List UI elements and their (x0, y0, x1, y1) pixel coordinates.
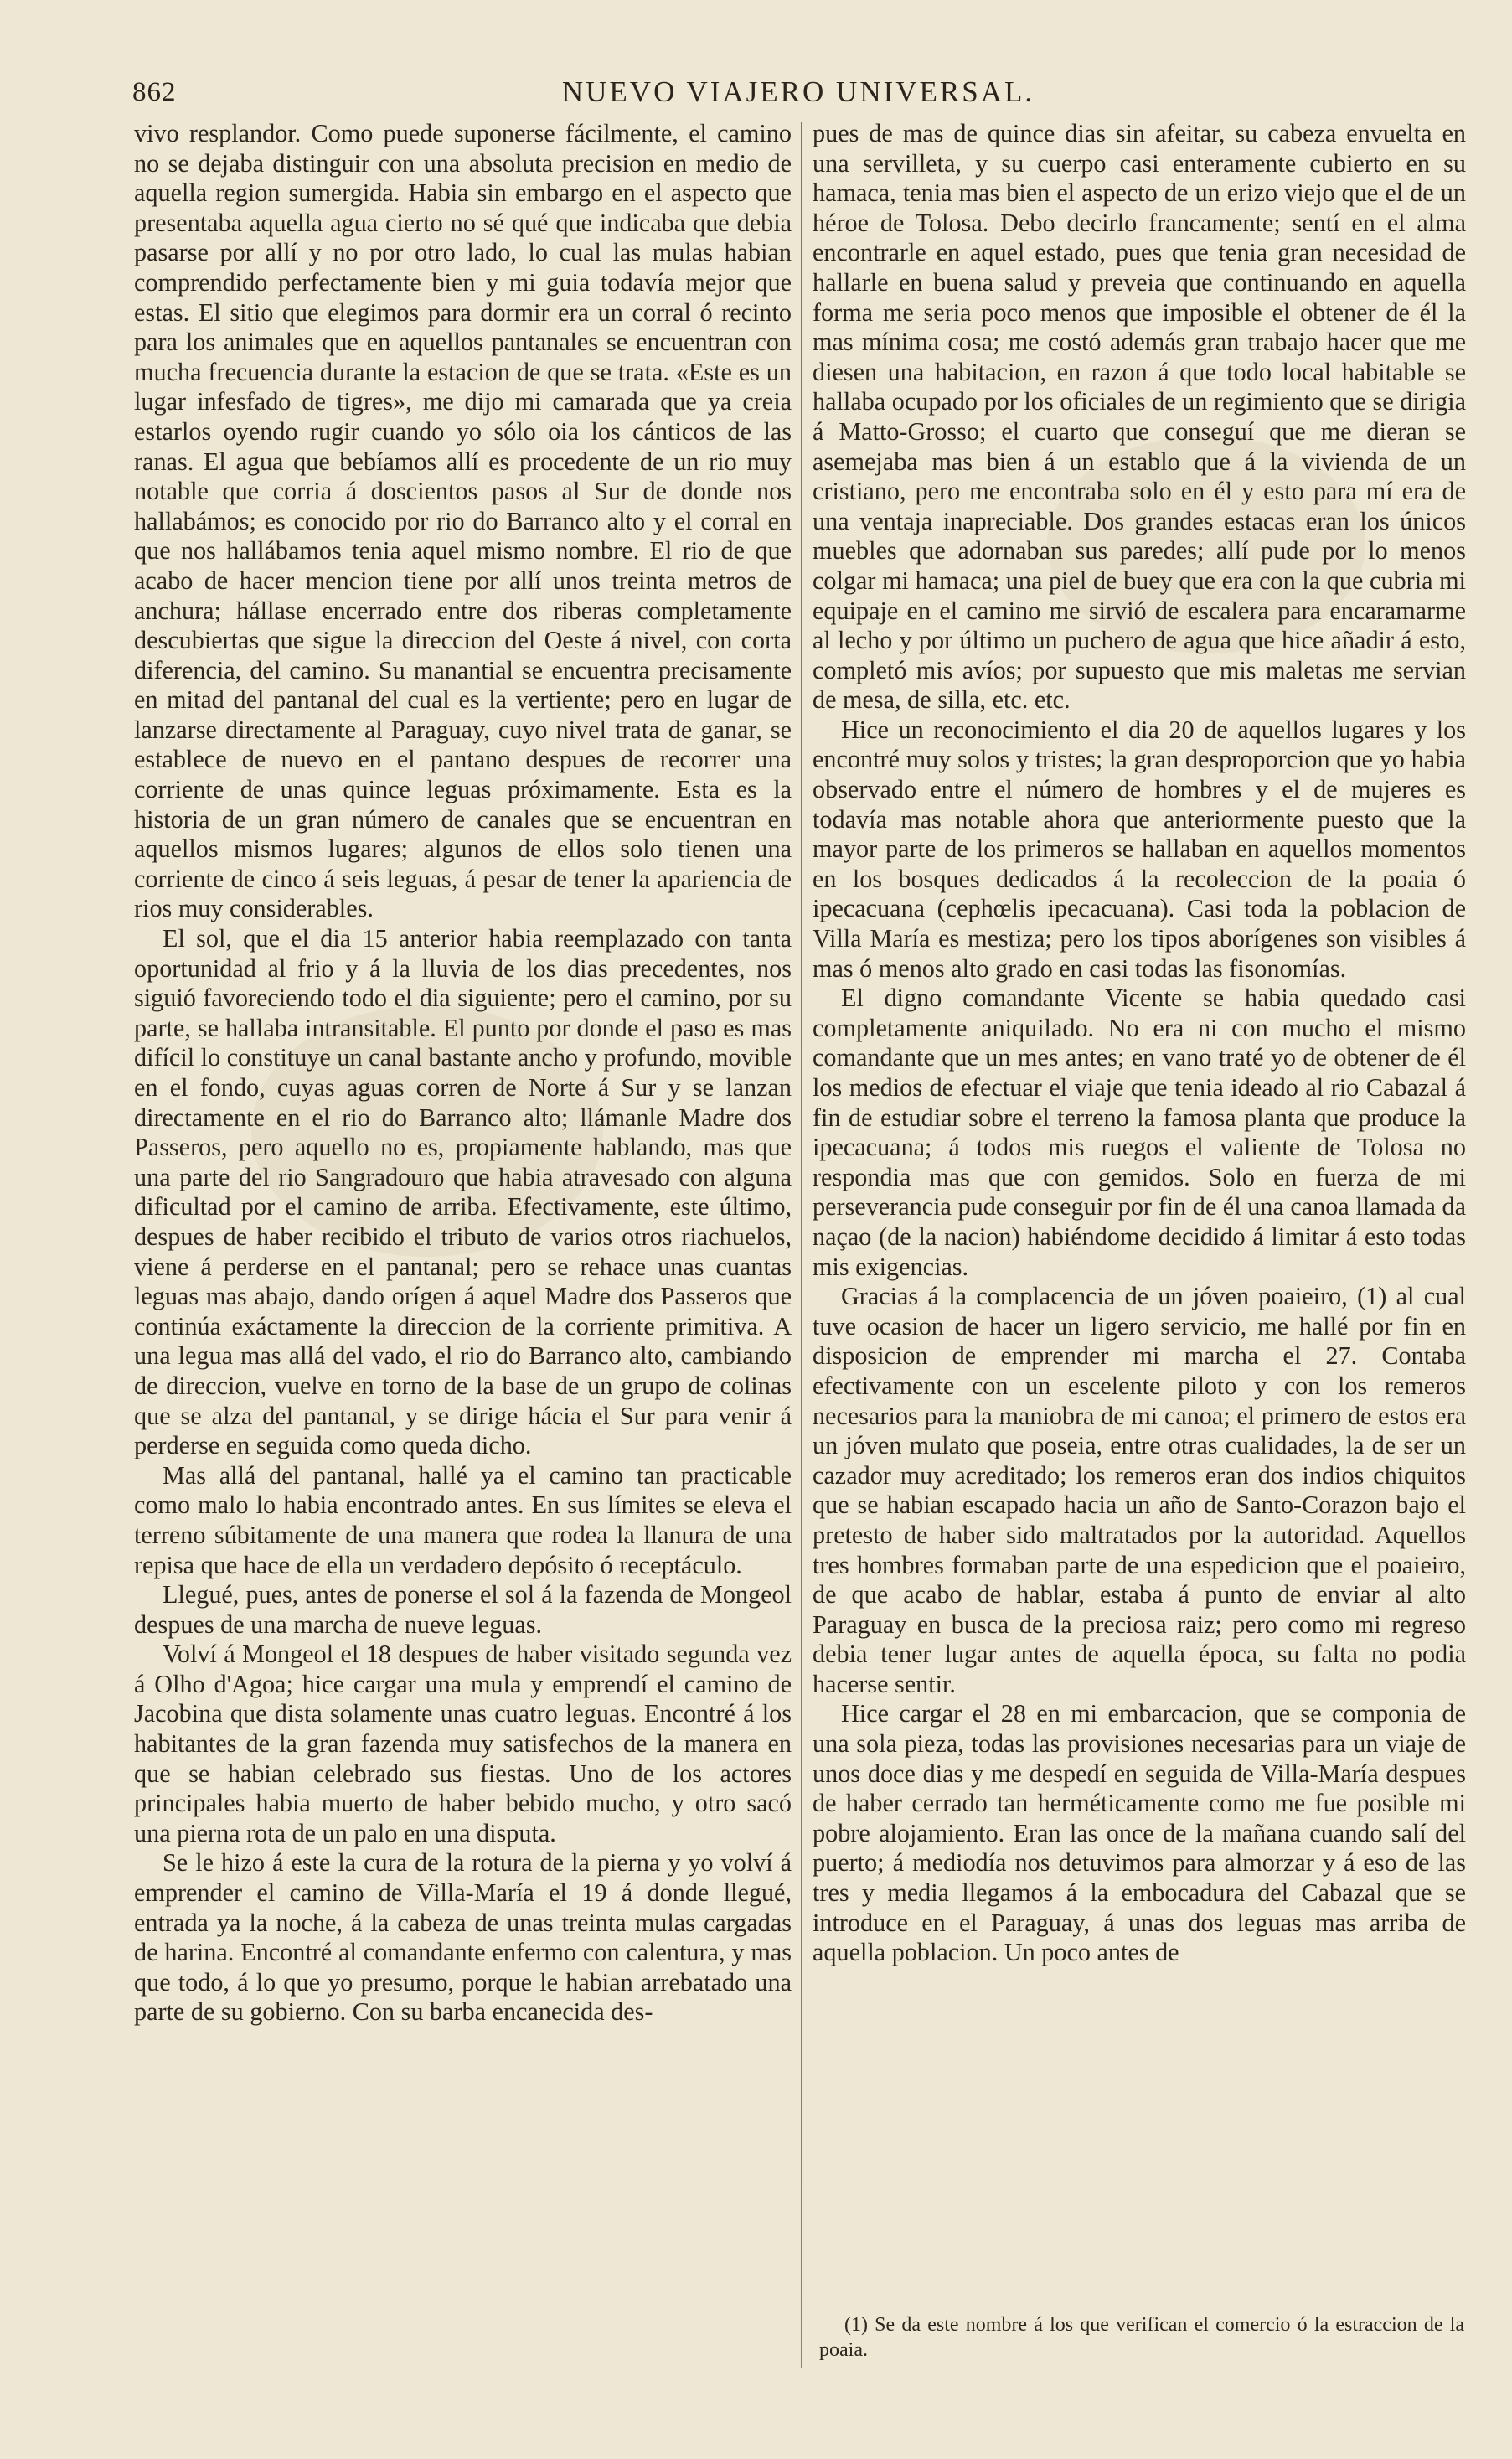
paragraph: Mas allá del pantanal, hallé ya el camino tan practicable como malo lo habia encontrado antes. En sus límites se eleva el terreno súbitamente de una manera que rodea la llanura de una repisa que hace de ella un verdadero depósito ó receptáculo. (134, 1460, 792, 1579)
paragraph: Gracias á la complacencia de un jóven poaieiro, (1) al cual tuve ocasion de hacer un ligero servicio, me hallé por fin en disposicion de emprender mi marcha el 27. Contaba efectivamente con un escelente piloto y con los remeros necesarios para la maniobra de mi canoa; el primero de estos era un jóven mulato que poseia, entre otras cualidades, la de ser un cazador muy acreditado; los remeros eran dos indios chiquitos que se habian escapado hacia un año de Santo-Corazon bajo el pretesto de haber sido maltratados por la autoridad. Aquellos tres hombres formaban parte de una espedicion que el poaieiro, de que acabo de hablar, estaba á punto de enviar al alto Paraguay en busca de la preciosa raiz; pero como mi regreso debia tener lugar antes de aquella época, su falta no podia hacerse sentir. (813, 1282, 1466, 1698)
footnote-text: (1) Se da este nombre á los que verifican el comercio ó la estraccion de la poaia. (819, 2314, 1464, 2361)
paragraph: El sol, que el dia 15 anterior habia reemplazado con tanta oportunidad al frio y á la lluvia de los dias precedentes, nos siguió favoreciendo todo el dia siguiente; pero el camino, por su parte, se hallaba intransitable. El punto por donde el paso es mas difícil lo constituye un canal bastante ancho y profundo, movible en el fondo, cuyas aguas corren de Norte á Sur y se lanzan directamente en el rio do Barranco alto; llámanle Madre dos Passeros, pero aquello no es, propiamente hablando, mas que una parte del rio Sangradouro que habia atravesado con alguna dificultad por el camino de arriba. Efectivamente, este último, despues de haber recibido el tributo de varios otros riachuelos, viene á perderse en el pantanal; pero se rehace unas cuantas leguas mas abajo, dando orígen á aquel Madre dos Passeros que continúa exáctamente la direccion de la corriente primitiva. A una legua mas allá del vado, el rio do Barranco alto, cambiando de direccion, vuelve en torno de la base de un grupo de colinas que se alza del pantanal, y se dirige hácia el Sur para venir á perderse en seguida como queda dicho. (134, 924, 792, 1460)
paragraph: Volví á Mongeol el 18 despues de haber visitado segunda vez á Olho d'Agoa; hice cargar una mula y emprendí el camino de Jacobina que dista solamente unas cuatro leguas. Encontré á los habitantes de la gran fazenda muy satisfechos de la manera en que se habian celebrado sus fiestas. Uno de los actores principales habia muerto de haber bebido mucho, y otro sacó una pierna rota de un palo en una disputa. (134, 1640, 792, 1847)
paragraph: pues de mas de quince dias sin afeitar, su cabeza envuelta en una servilleta, y su cuerpo casi enteramente cubierto en su hamaca, tenia mas bien el aspecto de un erizo viejo que el de un héroe de Tolosa. Debo decirlo francamente; sentí en el alma encontrarle en aquel estado, pues que tenia gran necesidad de hallarle en buena salud y preveia que continuando en aquella forma me seria poco menos que imposible el obtener de él la mas mínima cosa; me costó además gran trabajo hacer que me diesen una habitacion, en razon á que todo local habitable se hallaba ocupado por los oficiales de un regimiento que se dirigia á Matto-Grosso; el cuarto que conseguí que me dieran se asemejaba mas bien á un establo que á la vivienda de un cristiano, pero me encontraba solo en él y esto para mí era de una ventaja inapreciable. Dos grandes estacas eran los únicos muebles que adornaban sus paredes; allí pude por lo menos colgar mi hamaca; una piel de buey que era con la que cubria mi equipaje en el camino me sirvió de escalera para encaramarme al lecho y por último un puchero de agua que hice añadir á esto, completó mis avíos; por supuesto que mis maletas me servian de mesa, de silla, etc. etc. (813, 119, 1466, 715)
page-number: 862 (132, 77, 177, 107)
footnote (819, 2312, 1464, 2363)
paragraph: vivo resplandor. Como puede suponerse fácilmente, el camino no se dejaba distinguir con una absoluta precision en medio de aquella region sumergida. Habia sin embargo en el aspecto que presentaba aquella agua cierto no sé qué que indicaba que debia pasarse por allí y no por otro lado, lo cual las mulas habian comprendido perfectamente bien y mi guia todavía mejor que estas. El sitio que elegimos para dormir era un corral ó recinto para los animales que en aquellos pantanales se encuentran con mucha frecuencia durante la estacion de que se trata. «Este es un lugar infesfado de tigres», me dijo mi camarada que ya creia estarlos oyendo rugir cuando yo sólo oia los cánticos de las ranas. El agua que bebíamos allí es procedente de un rio muy notable que corria á doscientos pasos al Sur de donde nos hallabámos; es conocido por rio do Barranco alto y el corral en que nos hallábamos tenia aquel mismo nombre. El rio de que acabo de hacer mencion tiene por allí unos treinta metros de anchura; hállase encerrado entre dos riberas completamente descubiertas que sigue la direccion del Oeste á nivel, con corta diferencia, del camino. Su manantial se encuentra precisamente en mitad del pantanal del cual es la vertiente; pero en lugar de lanzarse directamente al Paraguay, cuyo nivel trata de ganar, se establece de nuevo en el pantano despues de recorrer una corriente de unas quince leguas próximamente. Esta es la historia de un gran número de canales que se encuentran en aquellos mismos lugares; algunos de ellos solo tienen una corriente de cinco á seis leguas, á pesar de tener la apariencia de rios muy considerables. (134, 119, 792, 923)
paragraph: Hice un reconocimiento el dia 20 de aquellos lugares y los encontré muy solos y tristes; la gran desproporcion que yo habia observado entre el número de hombres y el de mujeres es todavía mas notable ahora que anteriormente puesto que la mayor parte de los primeros se hallaban en aquellos momentos en los bosques dedicados á la recoleccion de la poaia ó ipecacuana (cephœlis ipecacuana). Casi toda la poblacion de Villa María es mestiza; pero los tipos aborígenes son visibles á mas ó menos alto grado en casi todas las fisonomías. (813, 715, 1466, 983)
paragraph: Se le hizo á este la cura de la rotura de la pierna y yo volví á emprender el camino de Villa-María el 19 á donde llegué, entrada ya la noche, á la cabeza de unas treinta mulas cargadas de harina. Encontré al comandante enfermo con calentura, y mas que todo, á lo que yo presumo, porque le habian arrebatado una parte de su gobierno. Con su barba encanecida des- (134, 1848, 792, 2027)
column-divider (801, 122, 802, 2368)
paragraph: El digno comandante Vicente se habia quedado casi completamente aniquilado. No era ni con mucho el mismo comandante que un mes antes; en vano traté yo de obtener de él los medios de efectuar el viaje que tenia ideado al rio Cabazal á fin de estudiar sobre el terreno la famosa planta que produce la ipecacuana; á todos mis ruegos el valiente de Tolosa no respondia mas que con gemidos. Solo en fuerza de mi perseverancia pude conseguir por fin de él una canoa llamada da naçao (de la nacion) habiéndome decidido á limitar á esto todas mis exigencias. (813, 984, 1466, 1281)
left-column (134, 119, 792, 2331)
paragraph: Llegué, pues, antes de ponerse el sol á la fazenda de Mongeol despues de una marcha de nueve leguas. (134, 1580, 792, 1639)
right-column (813, 119, 1466, 2285)
paragraph: Hice cargar el 28 en mi embarcacion, que se componia de una sola pieza, todas las provisiones necesarias para un viaje de unos doce dias y me despedí en seguida de Villa-María despues de haber cerrado tan herméticamente como me fue posible mi pobre alojamiento. Eran las once de la mañana cuando salí del puerto; á mediodía nos detuvimos para almorzar y á eso de las tres y media llegamos á la embocadura del Cabazal que se introduce en el Paraguay, á unas dos leguas mas arriba de aquella poblacion. Un poco antes de (813, 1699, 1466, 1967)
running-title: NUEVO VIAJERO UNIVERSAL. (561, 75, 1035, 108)
page-header (132, 72, 1464, 119)
